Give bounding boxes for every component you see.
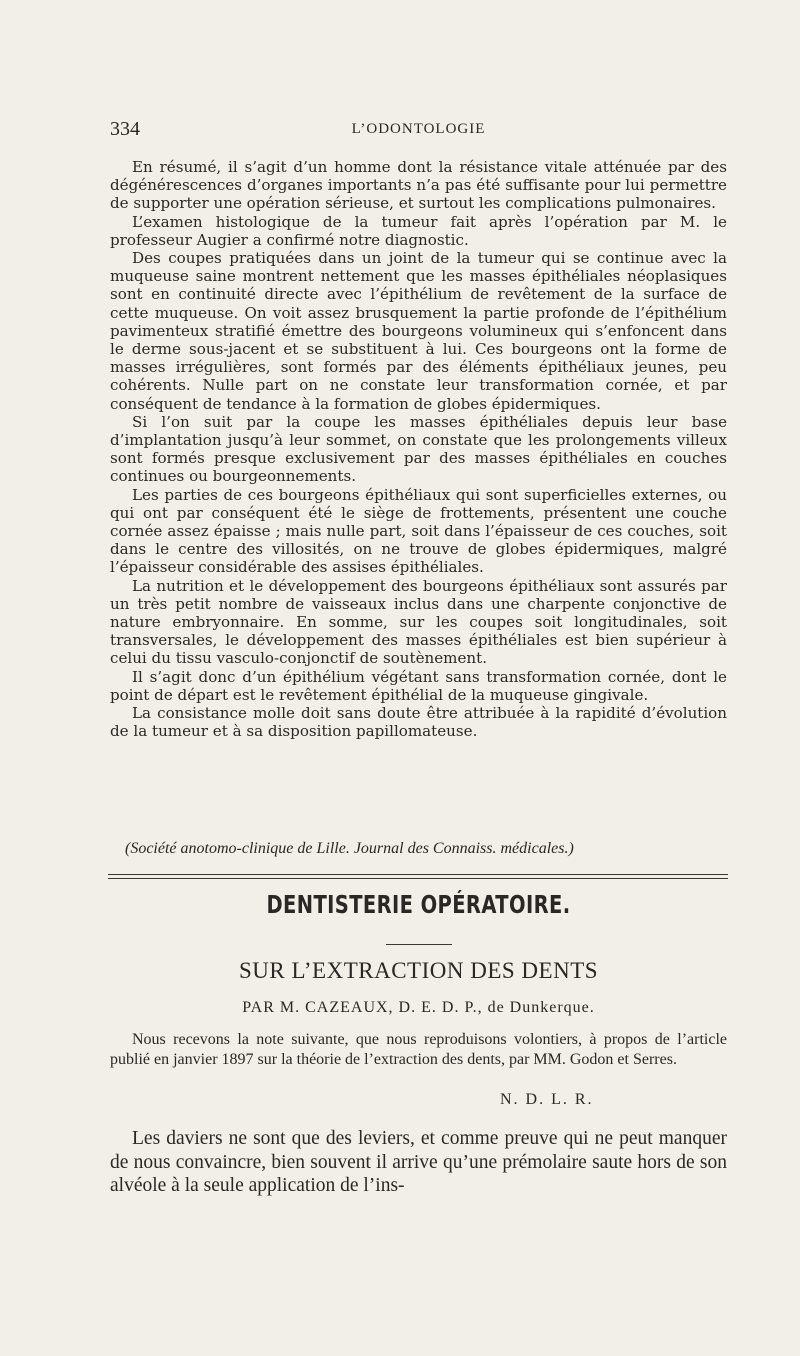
paragraph-conclusion: Il s’agit donc d’un épithélium végétant sans transformation cornée, dont le point de départ est le revêtement épithélial de la muqueuse gingivale. [110, 667, 727, 704]
paragraph-buds: Les parties de ces bourgeons épithéliaux qui sont superficielles externes, ou qui ont par conséquent été le siège de frottements, présentent une couche cornée assez épaisse ; mais nulle part, soit dans l’épaisseur de ces couches, soit dans le centre des villosités, on ne trouve de globes épidermiques, malgré l’épaisseur considérable des assises épithéliales. [110, 485, 727, 577]
source-reference: (Société anotomo-clinique de Lille. Journal des Connaiss. médicales.) [125, 840, 574, 857]
page-number: 334 [110, 118, 140, 140]
article-body [110, 1127, 727, 1198]
paragraph-epithelial-masses: Si l’on suit par la coupe les masses épithéliales depuis leur base d’implantation jusqu’à leur sommet, on constate que les prolongements villeux sont formés presque exclusivement par des masses épithéliales en couches continues ou bourgeonnements. [110, 412, 727, 486]
editor-note-text: Nous recevons la note suivante, que nous reproduisons volontiers, à propos de l’article publié en janvier 1897 sur la théorie de l’extraction des dents, par MM. Godon et Serres. [110, 1031, 727, 1068]
article-body-text: Les daviers ne sont que des leviers, et comme preuve qui ne peut manquer de nous convaincre, bien souvent il arrive qu’une prémolaire saute hors de son alvéole à la seule application de l’ins- [110, 1128, 727, 1196]
byline: PAR M. CAZEAUX, D. E. D. P., de Dunkerque. [242, 999, 595, 1016]
editor-note [110, 1030, 727, 1069]
paragraph-summary: En résumé, il s’agit d’un homme dont la résistance vitale atténuée par des dégénérescences d’organes importants n’a pas été suffisante pour lui permettre de supporter une opération sérieuse, et surtout les complications pulmonaires. [110, 158, 727, 213]
article-title: SUR L’EXTRACTION DES DENTS [238, 958, 599, 983]
article-text-top [110, 158, 727, 741]
section-title: DENTISTERIE OPÉRATOIRE. [266, 890, 571, 919]
title-divider [386, 944, 452, 945]
running-head: L’ODONTOLOGIE [351, 121, 486, 137]
double-rule-bottom [108, 878, 728, 879]
paragraph-sections: Des coupes pratiquées dans un joint de la tumeur qui se continue avec la muqueuse saine montrent nettement que les masses épithéliales néoplasiques sont en continuité directe avec l’épithélium de revêtement de la surface de cette muqueuse. On voit assez brusquement la partie profonde de l’épithélium pavimenteux stratifié émettre des bourgeons volumineux qui s’enfoncent dans le derme sous-jacent et se substituent à lui. Ces bourgeons ont la forme de masses irrégulières, sont formés par des éléments épithéliaux jeunes, peu cohérents. Nulle part on ne constate leur transformation cornée, et par conséquent de tendance à la formation de globes épidermiques. [110, 249, 727, 413]
paragraph-histology-intro: L’examen histologique de la tumeur fait après l’opération par M. le professeur Augier a confirmé notre diagnostic. [110, 212, 727, 249]
editor-signature: N. D. L. R. [500, 1091, 594, 1108]
double-rule-top [108, 874, 728, 875]
paragraph-consistency: La consistance molle doit sans doute être attribuée à la rapidité d’évolution de la tumeur et à sa disposition papillomateuse. [110, 704, 727, 741]
paragraph-nutrition: La nutrition et le développement des bourgeons épithéliaux sont assurés par un très petit nombre de vaisseaux inclus dans une charpente conjonctive de nature embryonnaire. En somme, sur les coupes soit longitudinales, soit transversales, le développement des masses épithéliales est bien supérieur à celui du tissu vasculo-conjonctif de soutènement. [110, 576, 727, 668]
